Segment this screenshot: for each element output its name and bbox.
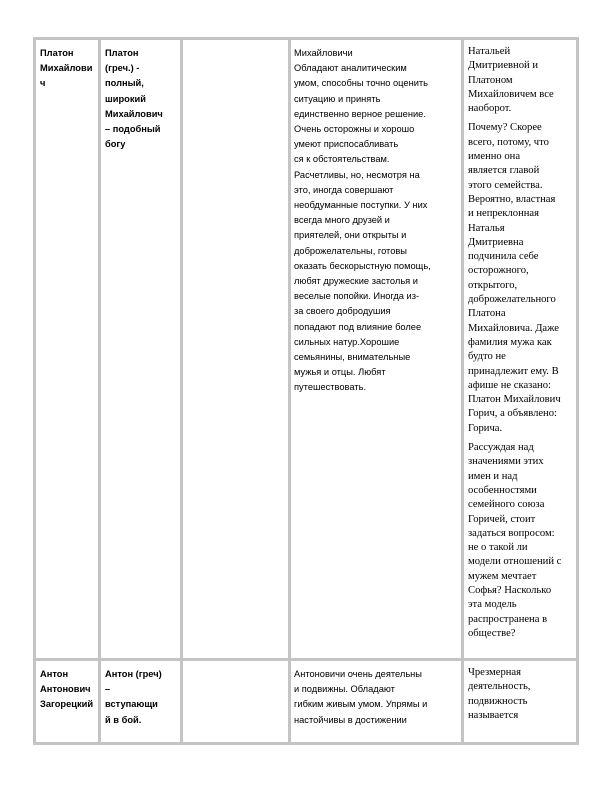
row1-commentary-p3: Рассуждая над значениями этих имен и над особенностями семейного союза Горичей, стоит задаться вопросом: не о такой ли модели отношений с мужем мечтает Софья? Насколько эта модель распространена в обществе? <box>468 442 562 639</box>
row1-description-cell <box>291 40 461 658</box>
row2-etymology: Антон (греч) – вступающи й в бой. <box>105 669 162 725</box>
row1-commentary-p1: Натальей Дмитриевной и Платоном Михайловичем все наоборот. <box>468 46 554 115</box>
row2-name-cell <box>36 661 98 742</box>
row1-etymology-cell <box>101 40 180 658</box>
row2-description-cell <box>291 661 461 742</box>
row1-empty-cell <box>183 40 288 658</box>
row2-description: Антоновичи очень деятельны и подвижны. Обладают гибким живым умом. Упрямы и настойчивы в достижении <box>294 669 428 725</box>
row2-etymology-cell <box>101 661 180 742</box>
row2-name: Антон Антонович Загорецкий <box>40 669 94 710</box>
row1-description: Михайловичи Обладают аналитическим умом, способны точно оценить ситуацию и принять единственно верное решение. Очень осторожны и хорошо умеют приспосабливать ся к обстоятельствам. Расчетливы, но, несмотря на это, иногда совершают необдуманные поступки. У них всегда много друзей и приятелей, они открыты и доброжелательны, готовы оказать бескорыстную помощь, любят дружеские застолья и веселые попойки. Иногда из- за своего добродушия попадают под влияние более сильных натур.Хорошие семьянины, внимательные мужья и отцы. Любят путешествовать. <box>294 48 431 393</box>
row2-commentary-p1: Чрезмерная деятельность, подвижность называется <box>468 667 531 721</box>
row1-commentary-cell <box>464 40 576 658</box>
row1-name: Платон Михайлови ч <box>40 48 93 89</box>
row1-name-cell <box>36 40 98 658</box>
data-table <box>33 37 579 745</box>
row1-etymology: Платон (греч.) - полный, широкий Михайлович – подобный богу <box>105 48 163 150</box>
row2-empty-cell <box>183 661 288 742</box>
row2-commentary-cell <box>464 661 576 742</box>
row1-commentary-p2: Почему? Скорее всего, потому, что именно она является главой этого семейства. Вероятно, властная и непреклонная Наталья Дмитриевна подчинила себе осторожного, открытого, доброжелательного Платона Михайловича. Даже фамилия мужа как будто не принадлежит ему. В афише не сказано: Платон Михайлович Горич, а объявлено: Горича. <box>468 122 561 434</box>
